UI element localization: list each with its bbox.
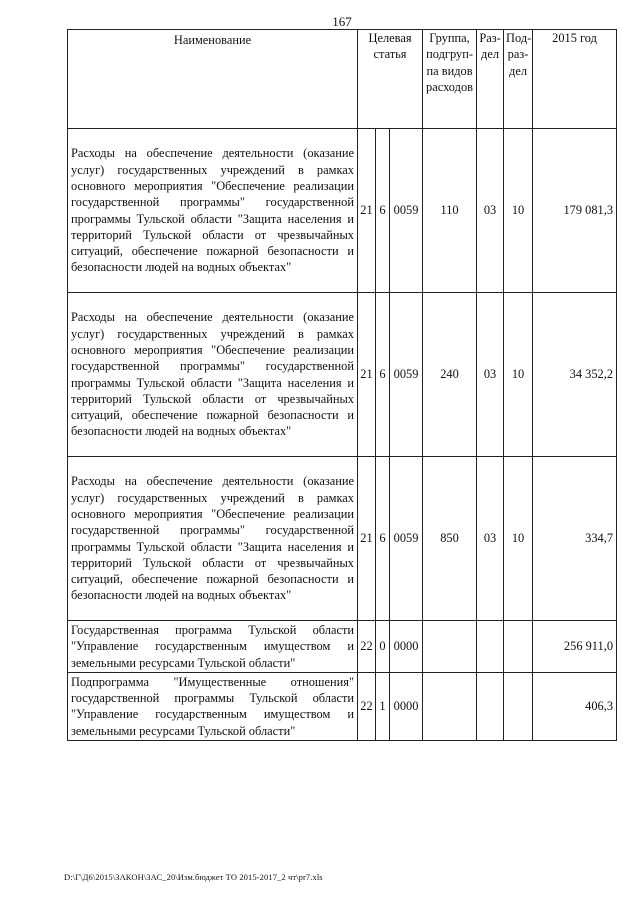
target-program-code: 21	[358, 129, 376, 293]
table-row	[68, 457, 617, 621]
expense-group-code: 850	[423, 457, 477, 621]
header-subsection: Под- раз- дел	[504, 30, 533, 129]
header-year-2015: 2015 год	[533, 30, 617, 129]
table-row	[68, 129, 617, 293]
footer-file-path: D:\Г\Д6\2015\ЗАКОН\ЗАС_20\Изм.бюджет ТО 2015-2017_2 чт\pr7.xls	[64, 872, 323, 882]
row-name: Подпрограмма "Имущественные отношения" государственной программы Тульской области "Управление государственным имуществом и земельными ресурсами Тульской области"	[68, 672, 358, 740]
expense-group-code	[423, 621, 477, 673]
expense-group-code: 240	[423, 293, 477, 457]
row-name: Расходы на обеспечение деятельности (оказание услуг) государственных учреждений в рамках основного мероприятия "Обеспечение реализации государственной программы" государственной программы Тульской области "Защита населения и территорий Тульской области от чрезвычайных ситуаций, обеспечение пожарной безопасности и безопасности людей на водных объектах"	[68, 129, 358, 293]
table-row	[68, 293, 617, 457]
subsection-code: 10	[504, 129, 533, 293]
page-number: 167	[332, 14, 352, 29]
subsection-code	[504, 672, 533, 740]
header-section: Раз- дел	[477, 30, 504, 129]
subsection-code: 10	[504, 457, 533, 621]
row-name: Государственная программа Тульской области "Управление государственным имуществом и земельными ресурсами Тульской области"	[68, 621, 358, 673]
header-name: Наименование	[68, 30, 358, 129]
target-program-code: 22	[358, 672, 376, 740]
target-subprogram-code: 0	[376, 621, 390, 673]
target-subprogram-code: 1	[376, 672, 390, 740]
table-row	[68, 672, 617, 740]
amount-2015: 334,7	[533, 457, 617, 621]
section-code: 03	[477, 457, 504, 621]
subsection-code: 10	[504, 293, 533, 457]
table-header-row	[68, 30, 617, 129]
row-name: Расходы на обеспечение деятельности (оказание услуг) государственных учреждений в рамках основного мероприятия "Обеспечение реализации государственной программы" государственной программы Тульской области "Защита населения и территорий Тульской области от чрезвычайных ситуаций, обеспечение пожарной безопасности и безопасности людей на водных объектах"	[68, 293, 358, 457]
table-row	[68, 621, 617, 673]
target-direction-code: 0059	[390, 457, 423, 621]
target-subprogram-code: 6	[376, 457, 390, 621]
target-direction-code: 0059	[390, 129, 423, 293]
target-direction-code: 0059	[390, 293, 423, 457]
amount-2015: 406,3	[533, 672, 617, 740]
row-name: Расходы на обеспечение деятельности (оказание услуг) государственных учреждений в рамках основного мероприятия "Обеспечение реализации государственной программы" государственной программы Тульской области "Защита населения и территорий Тульской области от чрезвычайных ситуаций, обеспечение пожарной безопасности и безопасности людей на водных объектах"	[68, 457, 358, 621]
amount-2015: 256 911,0	[533, 621, 617, 673]
target-program-code: 21	[358, 457, 376, 621]
expense-group-code: 110	[423, 129, 477, 293]
target-direction-code: 0000	[390, 672, 423, 740]
header-expense-group: Группа, подгруп- па видов расходов	[423, 30, 477, 129]
target-program-code: 21	[358, 293, 376, 457]
amount-2015: 179 081,3	[533, 129, 617, 293]
amount-2015: 34 352,2	[533, 293, 617, 457]
header-target-article: Целевая статья	[358, 30, 423, 129]
expense-group-code	[423, 672, 477, 740]
section-code: 03	[477, 293, 504, 457]
section-code: 03	[477, 129, 504, 293]
target-subprogram-code: 6	[376, 129, 390, 293]
target-subprogram-code: 6	[376, 293, 390, 457]
subsection-code	[504, 621, 533, 673]
section-code	[477, 672, 504, 740]
target-direction-code: 0000	[390, 621, 423, 673]
budget-table	[67, 29, 617, 741]
target-program-code: 22	[358, 621, 376, 673]
section-code	[477, 621, 504, 673]
